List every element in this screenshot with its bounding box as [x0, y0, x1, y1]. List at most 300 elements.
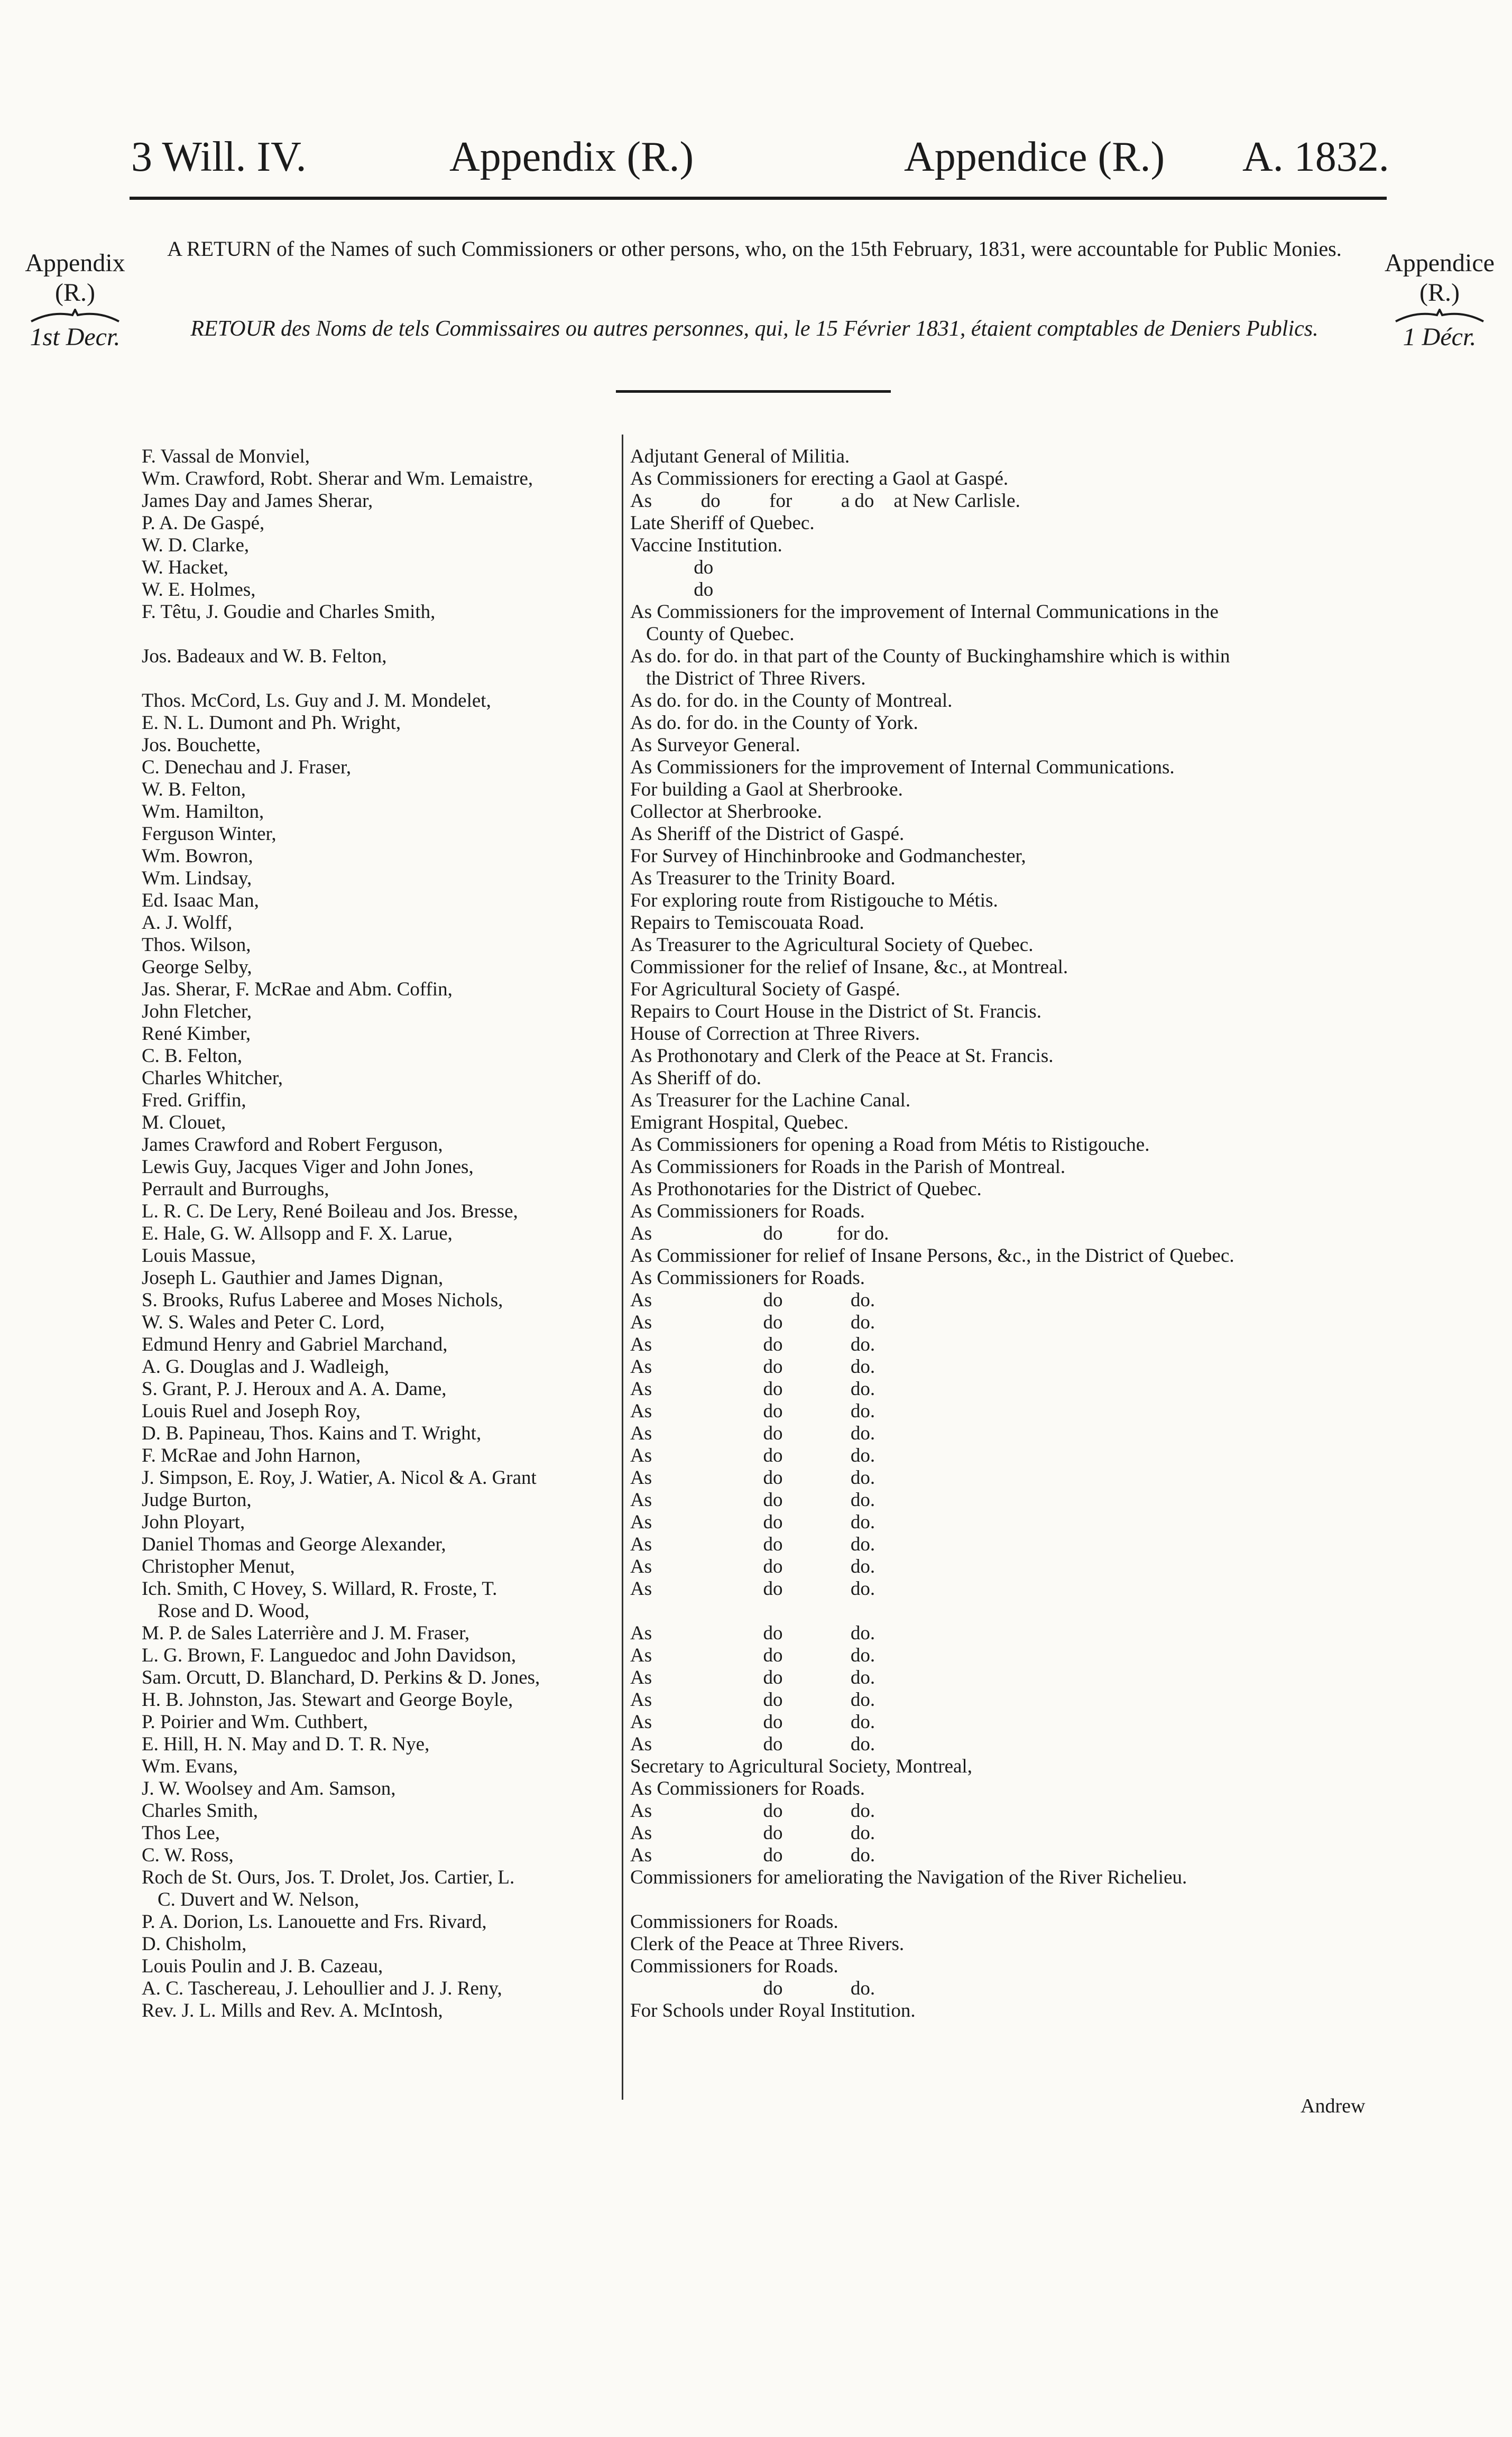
row-name	[142, 1312, 617, 1334]
row-description	[630, 1289, 1386, 1312]
row-name	[142, 1045, 617, 1067]
table-row	[0, 557, 1512, 579]
row-name	[142, 1556, 617, 1578]
row-name	[142, 468, 617, 490]
ditto-cell: As	[630, 1334, 652, 1355]
row-description-line: As do. for do. in the County of Montreal.	[630, 690, 953, 712]
table-row	[0, 1911, 1512, 1933]
table-row	[0, 1689, 1512, 1711]
margin-right-sub: (R.)	[1419, 279, 1460, 307]
catchword: Andrew	[1301, 2095, 1366, 2117]
row-description	[630, 1578, 1386, 1600]
row-name-line: P. A. Dorion, Ls. Lanouette and Frs. Rivard,	[142, 1911, 487, 1933]
ditto-cell: As	[630, 1622, 652, 1644]
row-name	[142, 1955, 617, 1978]
table-row	[0, 1489, 1512, 1511]
table-row	[0, 1534, 1512, 1556]
table-row	[0, 1045, 1512, 1067]
row-description-line: For Survey of Hinchinbrooke and Godmanchester,	[630, 845, 1026, 867]
row-name	[142, 1289, 617, 1312]
row-name	[142, 1134, 617, 1156]
ditto-cell: do	[763, 1667, 783, 1688]
row-name-line: S. Brooks, Rufus Laberee and Moses Nichols,	[142, 1289, 503, 1311]
row-name-line: L. G. Brown, F. Languedoc and John Davidson,	[142, 1645, 517, 1666]
header-year: A. 1832.	[1242, 134, 1389, 180]
row-name-line: D. B. Papineau, Thos. Kains and T. Wright,	[142, 1423, 482, 1444]
ditto-cell: do.	[850, 1622, 875, 1644]
row-description	[630, 1955, 1386, 1978]
row-description	[630, 1511, 1386, 1534]
row-description-line: Repairs to Court House in the District of St. Francis.	[630, 1001, 1041, 1022]
ditto-cell: do	[763, 1312, 783, 1333]
ditto-cell: do	[763, 1822, 783, 1844]
ditto-cell: do	[763, 1378, 783, 1400]
row-name	[142, 534, 617, 557]
row-description-line: Late Sheriff of Quebec.	[630, 512, 815, 534]
row-description-line: Secretary to Agricultural Society, Montreal,	[630, 1756, 972, 1777]
ditto-cell: do.	[850, 1467, 875, 1489]
row-name-line: P. Poirier and Wm. Cuthbert,	[142, 1711, 368, 1733]
row-description-line: As Treasurer to the Trinity Board.	[630, 867, 896, 889]
table-row	[0, 934, 1512, 956]
table-row	[0, 979, 1512, 1001]
row-name-line: Ferguson Winter,	[142, 823, 276, 845]
row-name	[142, 1356, 617, 1378]
row-description-line: As Prothonotary and Clerk of the Peace at St. Francis.	[630, 1045, 1054, 1067]
row-description	[630, 1201, 1386, 1223]
table-row	[0, 756, 1512, 779]
ditto-cell: do.	[850, 1334, 875, 1355]
row-description-line: Commissioners for Roads.	[630, 1955, 838, 1977]
row-name-line: H. B. Johnston, Jas. Stewart and George Boyle,	[142, 1689, 513, 1711]
row-description-line: House of Correction at Three Rivers.	[630, 1023, 920, 1045]
ditto-cell: do	[763, 1534, 783, 1555]
row-description-line: As do. for do. in the County of York.	[630, 712, 918, 734]
margin-left-sub: (R.)	[55, 279, 95, 307]
table-row	[0, 1156, 1512, 1178]
row-description	[630, 1711, 1386, 1733]
row-name	[142, 956, 617, 979]
ditto-cell: As	[630, 1289, 652, 1311]
table-row	[0, 645, 1512, 690]
row-description-line: As Sheriff of the District of Gaspé.	[630, 823, 905, 845]
ditto-cell: for do.	[836, 1223, 889, 1244]
row-name-line: Lewis Guy, Jacques Viger and John Jones,	[142, 1156, 474, 1178]
row-name	[142, 1334, 617, 1356]
ditto-cell: do	[763, 1400, 783, 1422]
row-description-line: As Commissioners for opening a Road from Métis to Ristigouche.	[630, 1134, 1150, 1156]
row-name-line: F. McRae and John Harnon,	[142, 1445, 361, 1466]
margin-right-label: Appendice	[1385, 249, 1495, 277]
table-row	[0, 601, 1512, 645]
ditto-cell: do	[763, 1711, 783, 1733]
ditto-cell: do	[763, 1489, 783, 1511]
ditto-cell: do	[763, 1733, 783, 1755]
row-name	[142, 1445, 617, 1467]
row-name	[142, 690, 617, 712]
row-description	[630, 490, 1386, 512]
row-description	[630, 934, 1386, 956]
margin-right-date: 1 Décr.	[1403, 323, 1477, 351]
table-row	[0, 468, 1512, 490]
table-row	[0, 1955, 1512, 1978]
row-description	[630, 956, 1386, 979]
ditto-cell: do.	[850, 1578, 875, 1600]
row-description-line: As Commissioners for erecting a Gaol at Gaspé.	[630, 468, 1009, 490]
row-description-line: Clerk of the Peace at Three Rivers.	[630, 1933, 905, 1955]
row-name	[142, 1711, 617, 1733]
row-name	[142, 1112, 617, 1134]
table-row	[0, 446, 1512, 468]
row-description-continuation: County of Quebec.	[646, 623, 795, 645]
row-description	[630, 1090, 1386, 1112]
row-description-continuation: Commissioners for ameliorating the Navigation of the River Richelieu.	[630, 1867, 1187, 1888]
table-row	[0, 1511, 1512, 1534]
table-row	[0, 845, 1512, 867]
row-name-line: Charles Smith,	[142, 1800, 258, 1822]
table-row	[0, 779, 1512, 801]
row-name	[142, 1223, 617, 1245]
row-name-line: Christopher Menut,	[142, 1556, 295, 1577]
ditto-cell: As	[630, 1489, 652, 1511]
row-name	[142, 1867, 617, 1911]
row-name-line: Wm. Lindsay,	[142, 867, 252, 889]
row-description	[630, 1844, 1386, 1867]
table-row	[0, 534, 1512, 557]
row-name	[142, 801, 617, 823]
row-name	[142, 645, 617, 668]
row-description-line: As do. for do. in that part of the County of Buckinghamshire which is within	[630, 645, 1230, 667]
row-description	[630, 1489, 1386, 1511]
ditto-cell: do	[763, 1844, 783, 1866]
ditto-cell: As	[630, 1711, 652, 1733]
ditto-cell: do.	[850, 1312, 875, 1333]
header-appendix-fr: Appendice (R.)	[904, 134, 1165, 180]
row-name	[142, 1645, 617, 1667]
row-name-line: Charles Whitcher,	[142, 1067, 283, 1089]
row-description-line: As Commissioners for Roads.	[630, 1778, 865, 1799]
row-name-line: A. C. Taschereau, J. Lehoullier and J. J. Reny,	[142, 1978, 502, 1999]
row-name	[142, 1778, 617, 1800]
row-name-line: George Selby,	[142, 956, 252, 978]
table-row	[0, 1467, 1512, 1489]
row-description	[630, 912, 1386, 934]
row-description	[630, 1267, 1386, 1289]
row-name	[142, 1267, 617, 1289]
table-row	[0, 1289, 1512, 1312]
row-description	[630, 1178, 1386, 1201]
row-description	[630, 756, 1386, 779]
row-description	[630, 1733, 1386, 1756]
row-name-line: René Kimber,	[142, 1023, 251, 1045]
row-name-continuation: C. Duvert and W. Nelson,	[158, 1889, 359, 1910]
row-description	[630, 1645, 1386, 1667]
row-description-line: As Commissioners for Roads.	[630, 1201, 865, 1222]
table-row	[0, 1778, 1512, 1800]
row-description	[630, 1356, 1386, 1378]
row-name	[142, 1156, 617, 1178]
row-description	[630, 512, 1386, 534]
header-appendix-en: Appendix (R.)	[449, 134, 694, 180]
brace-icon	[30, 309, 120, 322]
return-table	[0, 446, 1512, 2022]
row-name-line: Ich. Smith, C Hovey, S. Willard, R. Froste, T.	[142, 1578, 497, 1600]
row-description	[630, 601, 1386, 645]
row-description-line: For exploring route from Ristigouche to Métis.	[630, 890, 998, 911]
row-name	[142, 1844, 617, 1867]
row-name-line: Thos. McCord, Ls. Guy and J. M. Mondelet,	[142, 690, 491, 712]
row-name	[142, 1400, 617, 1423]
row-name	[142, 934, 617, 956]
row-name	[142, 1489, 617, 1511]
row-description-line: do	[630, 557, 714, 578]
table-row	[0, 1844, 1512, 1867]
row-description	[630, 1223, 1386, 1245]
row-description	[630, 890, 1386, 912]
row-description	[630, 1245, 1386, 1267]
table-row	[0, 1667, 1512, 1689]
row-description	[630, 1867, 1386, 1889]
row-name-line: C. B. Felton,	[142, 1045, 243, 1067]
row-name-line: Wm. Bowron,	[142, 845, 253, 867]
row-name-line: Wm. Crawford, Robt. Sherar and Wm. Lemaistre,	[142, 468, 533, 490]
row-description-line: As Commissioner for relief of Insane Persons, &c., in the District of Quebec.	[630, 1245, 1234, 1267]
table-row	[0, 712, 1512, 734]
row-description	[630, 1667, 1386, 1689]
row-description	[630, 468, 1386, 490]
row-name-line: W. S. Wales and Peter C. Lord,	[142, 1312, 385, 1333]
row-description-line: Adjutant General of Militia.	[630, 446, 850, 467]
table-row	[0, 1867, 1512, 1911]
ditto-cell: do.	[850, 1400, 875, 1422]
row-name	[142, 912, 617, 934]
table-row	[0, 1267, 1512, 1289]
row-name-line: P. A. De Gaspé,	[142, 512, 265, 534]
table-row	[0, 867, 1512, 890]
ditto-cell: As	[630, 1645, 652, 1666]
row-name	[142, 1511, 617, 1534]
row-description	[630, 579, 1386, 601]
row-name	[142, 823, 617, 845]
ditto-cell: do.	[850, 1489, 875, 1511]
row-description	[630, 1622, 1386, 1645]
ditto-cell: do	[763, 1556, 783, 1577]
row-description	[630, 1756, 1386, 1778]
table-row	[0, 1356, 1512, 1378]
row-description	[630, 534, 1386, 557]
row-name-line: Wm. Hamilton,	[142, 801, 264, 823]
row-description	[630, 1134, 1386, 1156]
ditto-cell: do.	[850, 1356, 875, 1378]
return-title-en: A RETURN of the Names of such Commissioners or other persons, who, on the 15th February, 1831, were accountable for Public Monies.	[167, 237, 1342, 261]
row-description-line: Collector at Sherbrooke.	[630, 801, 822, 823]
ditto-cell: As	[630, 1800, 652, 1822]
table-row	[0, 1090, 1512, 1112]
row-name	[142, 1911, 617, 1933]
row-name-line: Louis Ruel and Joseph Roy,	[142, 1400, 361, 1422]
row-name	[142, 756, 617, 779]
table-row	[0, 1756, 1512, 1778]
table-row	[0, 690, 1512, 712]
table-row	[0, 2000, 1512, 2022]
row-name-line: Fred. Griffin,	[142, 1090, 246, 1111]
row-name	[142, 1978, 617, 2000]
ditto-cell: As	[630, 1312, 652, 1333]
row-name-line: Wm. Evans,	[142, 1756, 238, 1777]
row-name-line: E. Hill, H. N. May and D. T. R. Nye,	[142, 1733, 430, 1755]
row-name	[142, 1067, 617, 1090]
row-name-line: Rev. J. L. Mills and Rev. A. McIntosh,	[142, 2000, 443, 2021]
row-name-line: E. Hale, G. W. Allsopp and F. X. Larue,	[142, 1223, 453, 1244]
row-name	[142, 1090, 617, 1112]
row-description	[630, 1534, 1386, 1556]
row-name-line: Edmund Henry and Gabriel Marchand,	[142, 1334, 448, 1355]
table-row	[0, 1312, 1512, 1334]
row-name	[142, 1800, 617, 1822]
row-name-line: F. Vassal de Monviel,	[142, 446, 310, 467]
row-description-line: Commissioner for the relief of Insane, &c., at Montreal.	[630, 956, 1068, 978]
row-description	[630, 734, 1386, 756]
row-description	[630, 712, 1386, 734]
row-name-line: James Crawford and Robert Ferguson,	[142, 1134, 443, 1156]
ditto-cell: do	[763, 1645, 783, 1666]
row-name-line: Daniel Thomas and George Alexander,	[142, 1534, 446, 1555]
table-row	[0, 1400, 1512, 1423]
row-name	[142, 1689, 617, 1711]
row-name-line: Louis Massue,	[142, 1245, 256, 1267]
row-description-line: As Treasurer for the Lachine Canal.	[630, 1090, 911, 1111]
row-name-line: W. B. Felton,	[142, 779, 246, 800]
running-header	[0, 133, 1512, 197]
row-name	[142, 1001, 617, 1023]
ditto-cell: do.	[850, 1800, 875, 1822]
table-row	[0, 1134, 1512, 1156]
ditto-cell: As	[630, 1534, 652, 1555]
ditto-cell: do.	[850, 1645, 875, 1666]
table-row	[0, 1645, 1512, 1667]
table-row	[0, 1933, 1512, 1955]
row-description	[630, 1978, 1386, 2000]
row-name-line: S. Grant, P. J. Heroux and A. A. Dame,	[142, 1378, 447, 1400]
table-row	[0, 1001, 1512, 1023]
row-description-line: Commissioners for Roads.	[630, 1911, 838, 1933]
row-description-line: As Commissioners for Roads in the Parish of Montreal.	[630, 1156, 1066, 1178]
table-row	[0, 579, 1512, 601]
row-name-line: J. Simpson, E. Roy, J. Watier, A. Nicol & A. Grant	[142, 1467, 537, 1489]
row-name	[142, 446, 617, 468]
ditto-cell: do	[763, 1689, 783, 1711]
row-description-line: As Commissioners for Roads.	[630, 1267, 865, 1289]
table-row	[0, 1733, 1512, 1756]
row-name	[142, 557, 617, 579]
row-name-line: Roch de St. Ours, Jos. T. Drolet, Jos. Cartier, L.	[142, 1867, 515, 1888]
row-description-line: As Treasurer to the Agricultural Society of Quebec.	[630, 934, 1034, 956]
row-name-line: A. J. Wolff,	[142, 912, 233, 934]
header-rule	[130, 197, 1387, 200]
row-name-line: John Fletcher,	[142, 1001, 252, 1022]
ditto-cell: do.	[850, 1711, 875, 1733]
margin-note-left	[12, 248, 139, 352]
ditto-cell: do.	[850, 1667, 875, 1688]
row-name	[142, 1756, 617, 1778]
row-name-line: W. E. Holmes,	[142, 579, 256, 601]
row-name	[142, 1023, 617, 1045]
row-description	[630, 1400, 1386, 1423]
ditto-cell: do.	[850, 1289, 875, 1311]
row-name-line: Thos Lee,	[142, 1822, 220, 1844]
row-name	[142, 1423, 617, 1445]
table-row	[0, 1711, 1512, 1733]
row-name-line: L. R. C. De Lery, René Boileau and Jos. Bresse,	[142, 1201, 518, 1222]
row-name-line: C. Denechau and J. Fraser,	[142, 756, 352, 778]
row-description	[630, 1378, 1386, 1400]
row-name-line: W. Hacket,	[142, 557, 229, 578]
row-description-line: As Prothonotaries for the District of Quebec.	[630, 1178, 982, 1200]
row-description	[630, 1800, 1386, 1822]
table-row	[0, 890, 1512, 912]
row-name	[142, 2000, 617, 2022]
row-name	[142, 1933, 617, 1955]
ditto-cell: do.	[850, 1445, 875, 1466]
table-row	[0, 1201, 1512, 1223]
ditto-cell: do.	[850, 1511, 875, 1533]
row-name	[142, 979, 617, 1001]
row-name-line: John Ployart,	[142, 1511, 245, 1533]
ditto-cell: As	[630, 1356, 652, 1378]
row-description-line: Vaccine Institution.	[630, 534, 782, 556]
ditto-cell: As	[630, 1467, 652, 1489]
row-description	[630, 1312, 1386, 1334]
row-name-line: A. G. Douglas and J. Wadleigh,	[142, 1356, 390, 1378]
row-name	[142, 712, 617, 734]
row-name	[142, 1178, 617, 1201]
ditto-cell: As	[630, 1822, 652, 1844]
row-description-line: For Agricultural Society of Gaspé.	[630, 979, 900, 1000]
return-title-fr: RETOUR des Noms de tels Commissaires ou autres personnes, qui, le 15 Février 1831, étaient comptables de Deniers Publics.	[190, 317, 1319, 341]
margin-left-date: 1st Decr.	[30, 323, 121, 351]
table-row	[0, 734, 1512, 756]
margin-note-right	[1373, 248, 1506, 352]
row-name	[142, 601, 617, 623]
row-description	[630, 1778, 1386, 1800]
ditto-cell: do	[763, 1223, 783, 1244]
row-name	[142, 512, 617, 534]
ditto-cell: do	[763, 1978, 783, 1999]
row-name-continuation: Rose and D. Wood,	[158, 1600, 310, 1622]
row-name	[142, 1822, 617, 1844]
row-name-line: Joseph L. Gauthier and James Dignan,	[142, 1267, 444, 1289]
ditto-cell: do	[763, 1622, 783, 1644]
row-description	[630, 779, 1386, 801]
row-description-line: Emigrant Hospital, Quebec.	[630, 1112, 849, 1133]
row-description	[630, 1822, 1386, 1844]
ditto-cell: do	[763, 1578, 783, 1600]
row-name-line: E. N. L. Dumont and Ph. Wright,	[142, 712, 401, 734]
row-name-line: Louis Poulin and J. B. Cazeau,	[142, 1955, 383, 1977]
row-description	[630, 1556, 1386, 1578]
ditto-cell: do	[763, 1445, 783, 1466]
ditto-cell: As	[630, 1445, 652, 1466]
ditto-cell: do.	[850, 1822, 875, 1844]
table-row	[0, 1378, 1512, 1400]
table-row	[0, 1023, 1512, 1045]
row-description	[630, 1467, 1386, 1489]
row-name-line: James Day and James Sherar,	[142, 490, 373, 512]
row-name	[142, 890, 617, 912]
ditto-cell: do.	[850, 1556, 875, 1577]
row-name	[142, 1245, 617, 1267]
table-row	[0, 823, 1512, 845]
